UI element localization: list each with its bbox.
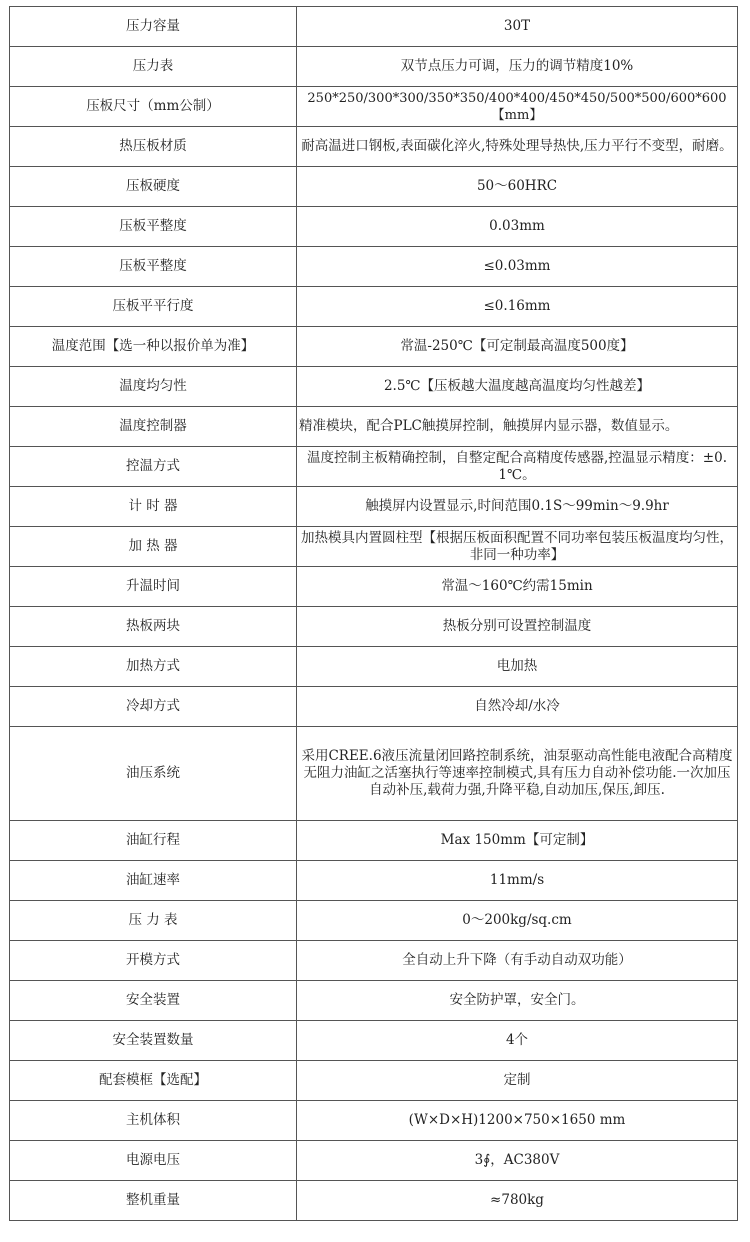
table-row [10,207,738,247]
row-label: 温度控制器 [10,407,297,447]
table-row [10,127,738,167]
row-label: 油缸行程 [10,821,297,861]
row-value: 触摸屏内设置显示,时间范围0.1S～99min～9.9hr [297,487,738,527]
row-value: 定制 [297,1061,738,1101]
table-row [10,727,738,821]
row-label: 温度范围【选一种以报价单为准】 [10,327,297,367]
row-value: 精准模块，配合PLC触摸屏控制，触摸屏内显示器，数值显示。 [297,407,738,447]
table-row [10,167,738,207]
row-label: 压板平整度 [10,207,297,247]
row-value: 加热模具内置圆柱型【根据压板面积配置不同功率包装压板温度均匀性，非同一种功率】 [297,527,738,567]
row-value: 50～60HRC [297,167,738,207]
row-value: 3∮，AC380V [297,1141,738,1181]
table-row [10,567,738,607]
table-row [10,821,738,861]
row-value: 采用CREE.6液压流量闭回路控制系统，油泵驱动高性能电液配合高精度无阻力油缸之活塞执行等速率控制模式,具有压力自动补偿功能.一次加压自动补压,载荷力强,升降平稳,自动加压,保压,卸压. [297,727,738,821]
row-label: 安全装置数量 [10,1021,297,1061]
row-value: Max 150mm【可定制】 [297,821,738,861]
table-row [10,981,738,1021]
table-row [10,247,738,287]
table-row [10,527,738,567]
table-row [10,1101,738,1141]
row-value: ≈780kg [297,1181,738,1221]
row-value: 4个 [297,1021,738,1061]
table-row [10,1141,738,1181]
table-row [10,647,738,687]
row-label: 冷却方式 [10,687,297,727]
row-label: 压 力 表 [10,901,297,941]
table-row [10,407,738,447]
row-label: 热压板材质 [10,127,297,167]
row-value: 2.5℃【压板越大温度越高温度均匀性越差】 [297,367,738,407]
row-label: 控温方式 [10,447,297,487]
row-value: ≤0.03mm [297,247,738,287]
row-value: 250*250/300*300/350*350/400*400/450*450/500*500/600*600【mm】 [297,87,738,127]
row-value: 全自动上升下降（有手动自动双功能） [297,941,738,981]
table-row [10,1061,738,1101]
table-row [10,287,738,327]
table-row [10,607,738,647]
row-value: 常温-250℃【可定制最高温度500度】 [297,327,738,367]
row-value: (W×D×H)1200×750×1650 mm [297,1101,738,1141]
row-label: 加热方式 [10,647,297,687]
row-label: 加 热 器 [10,527,297,567]
row-value: 常温～160℃约需15min [297,567,738,607]
table-row [10,1181,738,1221]
row-label: 压力容量 [10,7,297,47]
row-label: 开模方式 [10,941,297,981]
row-value: 安全防护罩，安全门。 [297,981,738,1021]
row-value: 0～200kg/sq.cm [297,901,738,941]
table-row [10,367,738,407]
row-label: 压力表 [10,47,297,87]
row-value: 双节点压力可调，压力的调节精度10% [297,47,738,87]
table-row [10,941,738,981]
row-value: ≤0.16mm [297,287,738,327]
table-row [10,901,738,941]
row-label: 压板平整度 [10,247,297,287]
table-row [10,87,738,127]
row-label: 配套模框【选配】 [10,1061,297,1101]
row-value: 温度控制主板精确控制，自整定配合高精度传感器,控温显示精度：±0.1℃。 [297,447,738,487]
row-label: 热板两块 [10,607,297,647]
row-label: 温度均匀性 [10,367,297,407]
table-row [10,861,738,901]
row-label: 压板硬度 [10,167,297,207]
row-label: 计 时 器 [10,487,297,527]
row-label: 安全装置 [10,981,297,1021]
row-label: 油缸速率 [10,861,297,901]
table-row [10,327,738,367]
row-value: 耐高温进口钢板,表面碳化淬火,特殊处理导热快,压力平行不变型，耐磨。 [297,127,738,167]
table-row [10,7,738,47]
row-label: 压板平平行度 [10,287,297,327]
row-value: 热板分别可设置控制温度 [297,607,738,647]
row-value: 0.03mm [297,207,738,247]
row-value: 电加热 [297,647,738,687]
row-label: 油压系统 [10,727,297,821]
table-row [10,47,738,87]
row-label: 压板尺寸（mm公制） [10,87,297,127]
table-row [10,1021,738,1061]
row-value: 自然冷却/水冷 [297,687,738,727]
row-label: 升温时间 [10,567,297,607]
table-row [10,687,738,727]
table-row [10,447,738,487]
table-row [10,487,738,527]
row-value: 30T [297,7,738,47]
row-value: 11mm/s [297,861,738,901]
row-label: 整机重量 [10,1181,297,1221]
spec-table [9,6,738,1221]
row-label: 电源电压 [10,1141,297,1181]
row-label: 主机体积 [10,1101,297,1141]
